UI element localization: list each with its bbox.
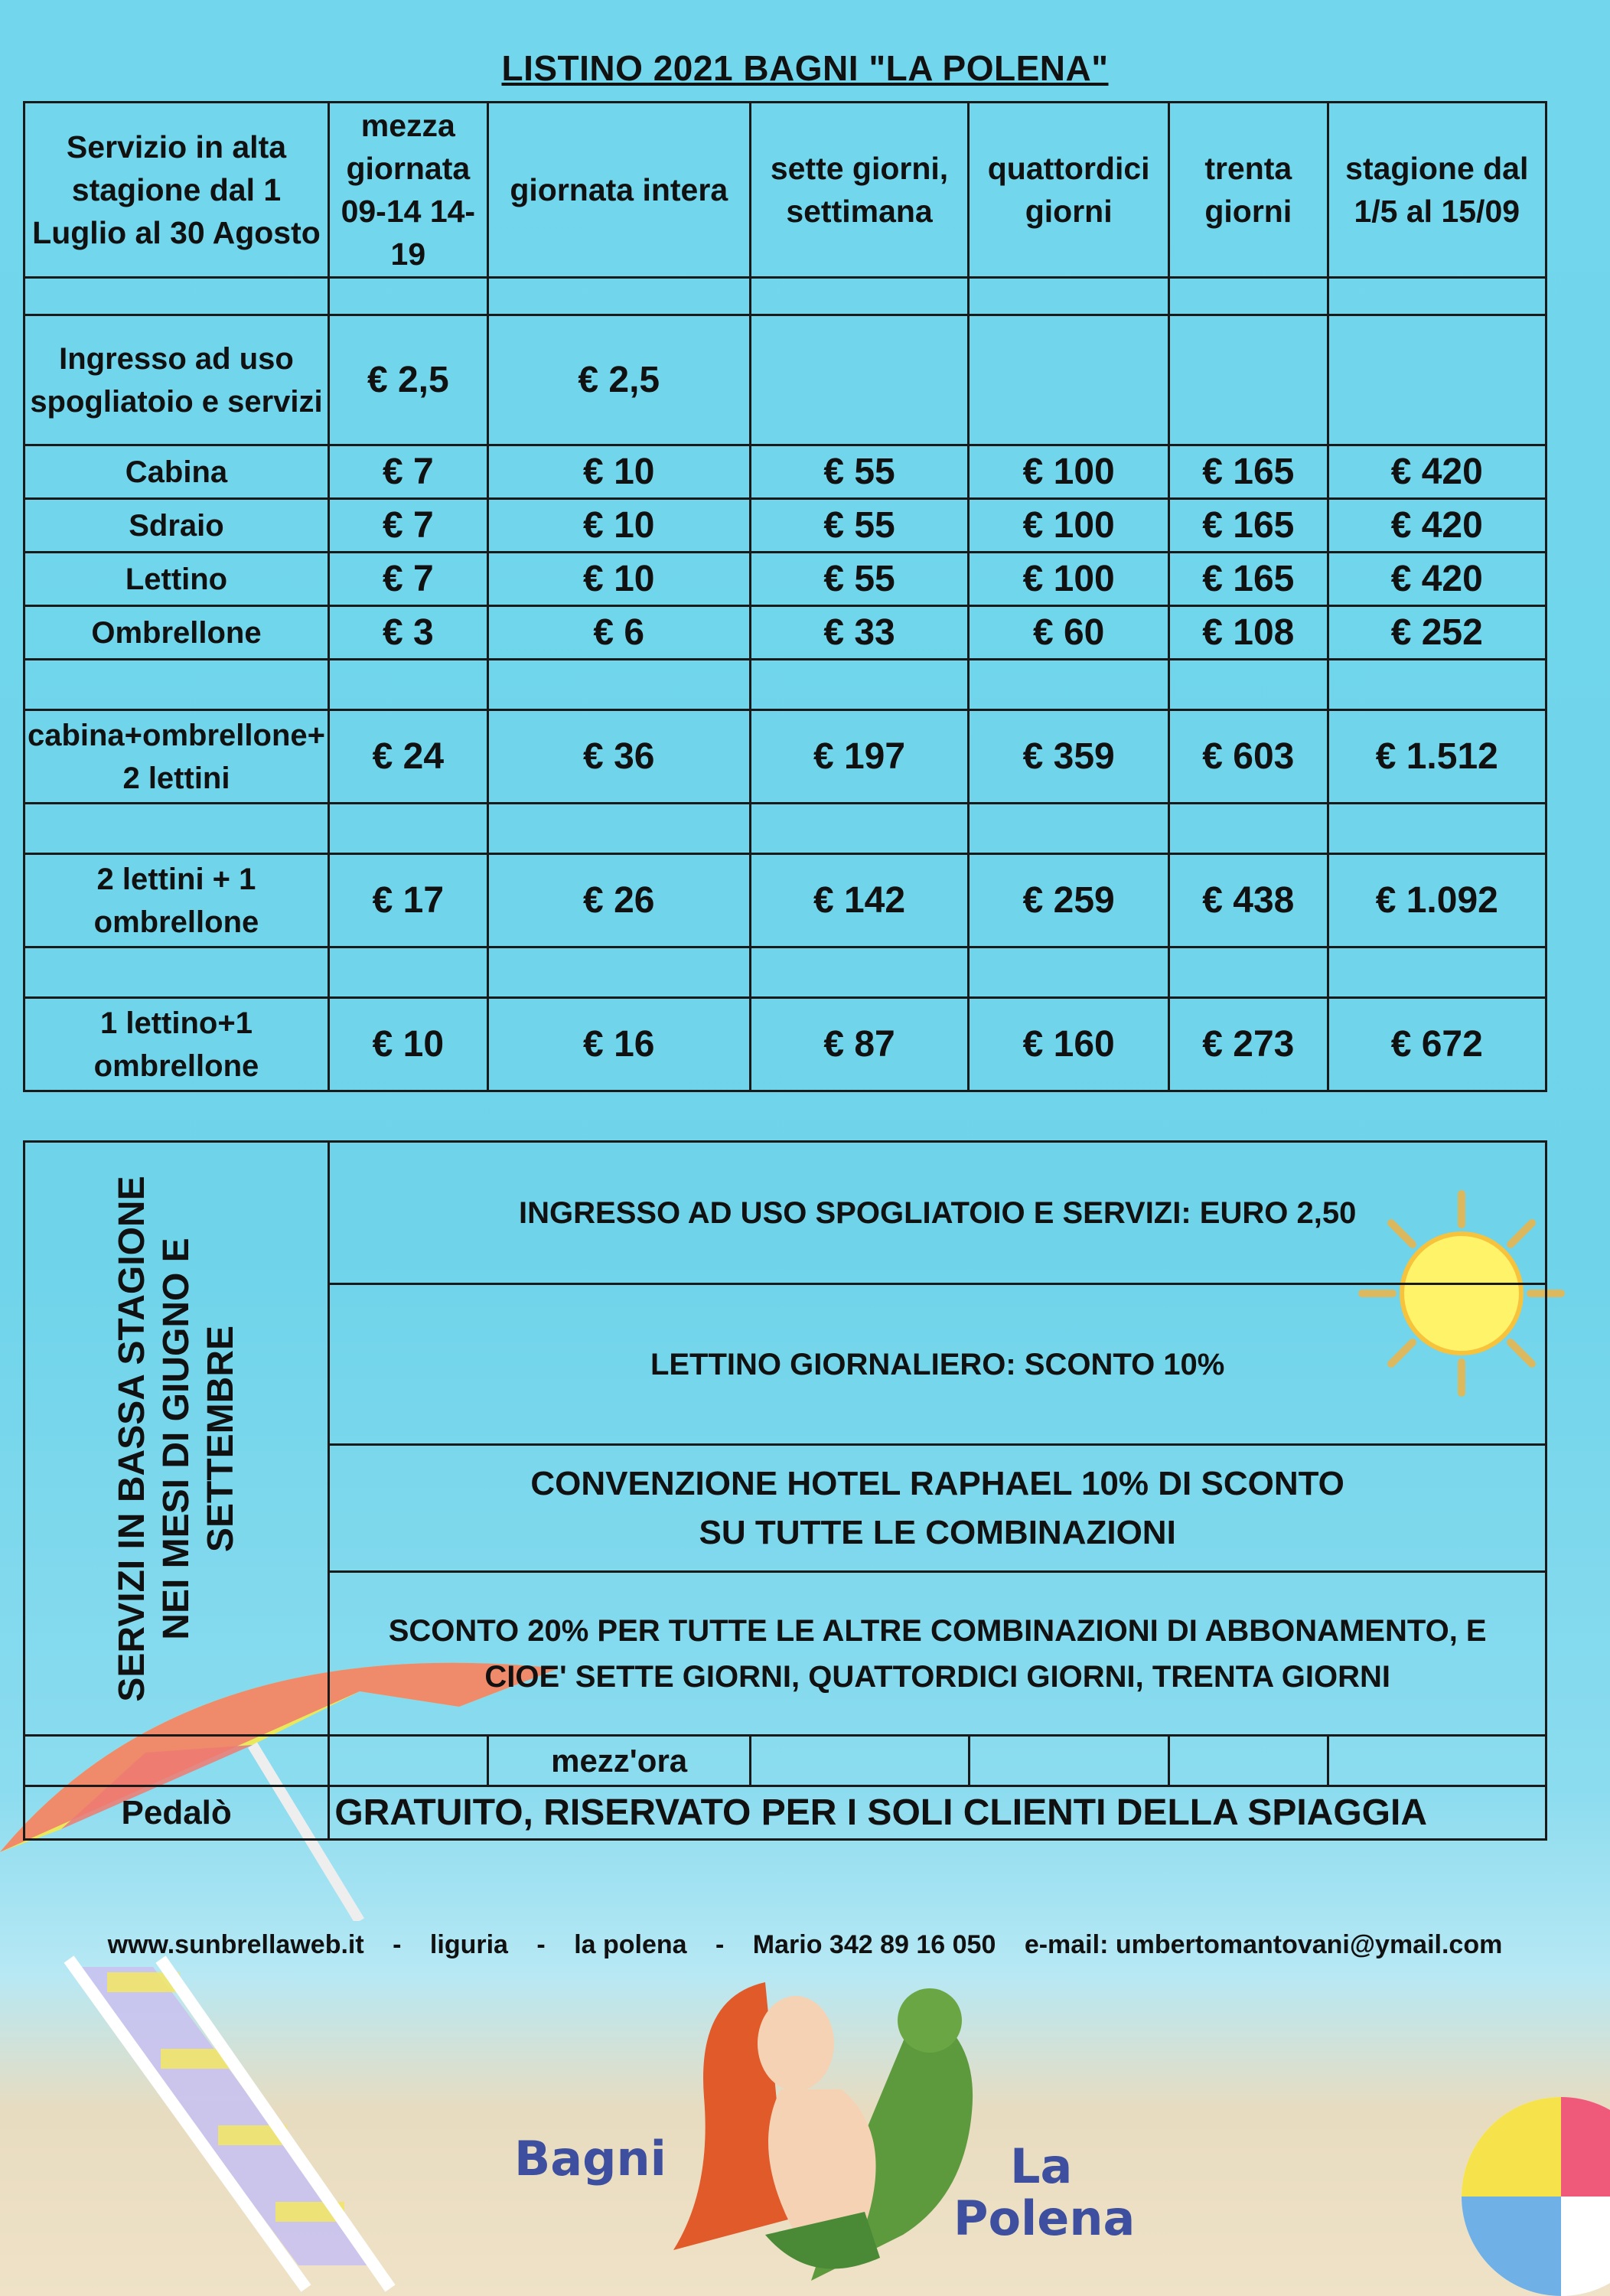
price-cell: € 259: [969, 854, 1169, 947]
table-row: [24, 710, 1546, 804]
price-cell: € 100: [969, 445, 1169, 499]
price-cell: € 603: [1169, 710, 1328, 804]
website-link[interactable]: www.sunbrellaweb.it: [107, 1930, 364, 1959]
price-cell: € 197: [750, 710, 969, 804]
price-cell: [1328, 315, 1546, 445]
price-cell: € 1.512: [1328, 710, 1546, 804]
price-cell: € 420: [1328, 445, 1546, 499]
header-row: [24, 103, 1546, 278]
price-cell: [1169, 315, 1328, 445]
price-cell: € 1.092: [1328, 854, 1546, 947]
price-cell: € 3: [328, 606, 487, 660]
price-cell: € 359: [969, 710, 1169, 804]
price-cell: € 24: [328, 710, 487, 804]
beach-ball-icon: [1446, 2089, 1610, 2296]
brand-word-la: La: [1010, 2138, 1073, 2194]
price-table: [23, 101, 1547, 1092]
price-cell: € 7: [328, 553, 487, 606]
contact-footer: [0, 1930, 1610, 1960]
column-header-full-day: giornata intera: [487, 103, 750, 278]
price-cell: € 142: [750, 854, 969, 947]
row-label: Sdraio: [24, 499, 329, 553]
pedalo-text: GRATUITO, RISERVATO PER I SOLI CLIENTI DELLA SPIAGGIA: [329, 1786, 1546, 1840]
price-cell: € 252: [1328, 606, 1546, 660]
side-label-line: NEI MESI DI GIUGNO E: [155, 1237, 197, 1640]
row-label: 1 lettino+1 ombrellone: [24, 998, 329, 1091]
column-header-service: Servizio in alta stagione dal 1 Luglio al 30 Agosto: [24, 103, 329, 278]
price-cell: € 55: [750, 499, 969, 553]
spacer-row: [24, 947, 1546, 998]
price-cell: € 60: [969, 606, 1169, 660]
spacer-row: [24, 804, 1546, 854]
table-row: [24, 499, 1546, 553]
price-cell: € 100: [969, 499, 1169, 553]
price-cell: € 165: [1169, 499, 1328, 553]
price-cell: € 7: [328, 499, 487, 553]
brand-word-polena: Polena: [953, 2190, 1136, 2246]
table-row: [24, 606, 1546, 660]
offer-line: SCONTO 20% PER TUTTE LE ALTRE COMBINAZIONI DI ABBONAMENTO, E: [388, 1613, 1487, 1648]
price-cell: € 33: [750, 606, 969, 660]
price-cell: € 16: [487, 998, 750, 1091]
row-label: Cabina: [24, 445, 329, 499]
page-title: LISTINO 2021 BAGNI "LA POLENA": [501, 48, 1109, 88]
price-cell: € 165: [1169, 445, 1328, 499]
price-cell: € 10: [487, 553, 750, 606]
brand-word-bagni: Bagni: [514, 2131, 666, 2187]
deck-chair-icon: [46, 1936, 444, 2296]
price-cell: € 26: [487, 854, 750, 947]
price-cell: € 420: [1328, 553, 1546, 606]
table-row: [24, 445, 1546, 499]
spacer-row: [24, 278, 1546, 315]
column-header-thirty-days: trenta giorni: [1169, 103, 1328, 278]
footer-email[interactable]: e-mail: umbertomantovani@ymail.com: [1024, 1930, 1503, 1959]
offer-sunbed-discount: LETTINO GIORNALIERO: SCONTO 10%: [329, 1284, 1546, 1445]
price-cell: € 2,5: [487, 315, 750, 445]
offer-line: CIOE' SETTE GIORNI, QUATTORDICI GIORNI, TRENTA GIORNI: [484, 1659, 1390, 1694]
pedalo-row: [24, 1786, 1546, 1840]
offer-hotel-convention: [329, 1445, 1546, 1572]
footer-separator: -: [393, 1930, 402, 1959]
side-label-line: SETTEMBRE: [200, 1325, 241, 1552]
row-label: Ingresso ad uso spogliatoio e servizi: [24, 315, 329, 445]
price-cell: € 273: [1169, 998, 1328, 1091]
price-cell: € 438: [1169, 854, 1328, 947]
offer-line: CONVENZIONE HOTEL RAPHAEL 10% DI SCONTO: [530, 1464, 1344, 1502]
price-cell: € 165: [1169, 553, 1328, 606]
price-cell: € 100: [969, 553, 1169, 606]
pedalo-subheader-row: [24, 1736, 1546, 1786]
spacer-row: [24, 660, 1546, 710]
price-cell: € 10: [328, 998, 487, 1091]
row-label: cabina+ombrellone+ 2 lettini: [24, 710, 329, 804]
table-row: [24, 315, 1546, 445]
offer-entry-fee: INGRESSO AD USO SPOGLIATOIO E SERVIZI: EURO 2,50: [329, 1142, 1546, 1284]
price-cell: € 55: [750, 445, 969, 499]
side-label-line: SERVIZI IN BASSA STAGIONE: [111, 1175, 152, 1702]
offer-row: [24, 1142, 1546, 1284]
column-header-fourteen-days: quattordici giorni: [969, 103, 1169, 278]
table-row: [24, 553, 1546, 606]
pedalo-duration-header: mezz'ora: [487, 1736, 751, 1786]
price-cell: € 36: [487, 710, 750, 804]
column-header-seven-days: sette giorni, settimana: [750, 103, 969, 278]
price-cell: € 6: [487, 606, 750, 660]
price-cell: € 108: [1169, 606, 1328, 660]
price-cell: € 55: [750, 553, 969, 606]
pedalo-label: Pedalò: [24, 1786, 329, 1840]
low-season-side-label: [24, 1142, 329, 1736]
table-row: [24, 998, 1546, 1091]
price-cell: € 87: [750, 998, 969, 1091]
offer-subscription-discount: [329, 1572, 1546, 1736]
footer-separator: -: [715, 1930, 725, 1959]
table-row: [24, 854, 1546, 947]
column-header-season: stagione dal 1/5 al 15/09: [1328, 103, 1546, 278]
column-header-half-day: mezza giornata 09-14 14-19: [328, 103, 487, 278]
price-cell: € 10: [487, 445, 750, 499]
footer-separator: -: [536, 1930, 546, 1959]
row-label: Lettino: [24, 553, 329, 606]
price-cell: € 160: [969, 998, 1169, 1091]
price-cell: € 420: [1328, 499, 1546, 553]
footer-region: liguria: [429, 1930, 508, 1959]
price-cell: € 672: [1328, 998, 1546, 1091]
price-cell: € 10: [487, 499, 750, 553]
offer-line: SU TUTTE LE COMBINAZIONI: [699, 1513, 1176, 1551]
price-cell: [969, 315, 1169, 445]
price-cell: € 17: [328, 854, 487, 947]
low-season-table: [23, 1140, 1547, 1841]
footer-place: la polena: [574, 1930, 687, 1959]
footer-contact-phone: Mario 342 89 16 050: [752, 1930, 996, 1959]
price-cell: € 7: [328, 445, 487, 499]
row-label: 2 lettini + 1 ombrellone: [24, 854, 329, 947]
row-label: Ombrellone: [24, 606, 329, 660]
price-cell: € 2,5: [328, 315, 487, 445]
price-cell: [750, 315, 969, 445]
